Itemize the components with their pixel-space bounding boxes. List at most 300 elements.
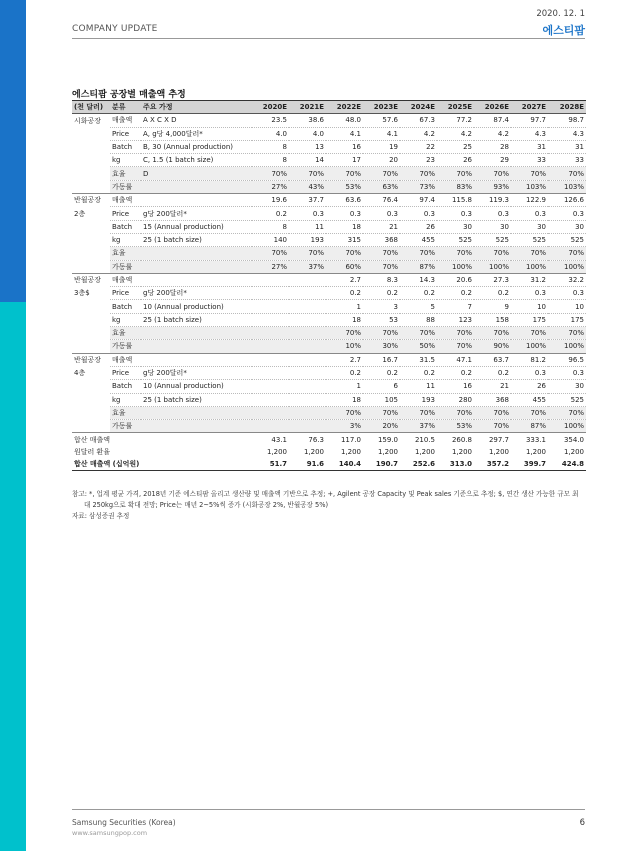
table-row [72,393,586,406]
value-cell [252,420,289,433]
table-row [72,458,586,471]
plant-cell [72,260,110,273]
value-cell: 70% [363,406,400,419]
value-cell: 158 [474,313,511,326]
table-row [72,194,586,207]
value-cell: 4.1 [326,127,363,140]
value-cell: 70% [511,247,548,260]
assumption-cell: 10 (Annual production) [141,380,252,393]
category-cell: Price [110,127,141,140]
value-cell: 525 [511,233,548,246]
value-cell: 70% [437,327,474,340]
footer-url: www.samsungpop.com [72,829,148,837]
table-row [72,114,586,127]
category-cell: 가동률 [110,260,141,273]
value-cell: 193 [289,233,326,246]
assumption-cell: A, g당 4,000달러* [141,127,252,140]
value-cell: 30 [437,220,474,233]
category-cell: 효율 [110,247,141,260]
value-cell: 8.3 [363,273,400,286]
value-cell: 4.3 [511,127,548,140]
value-cell: 25 [437,140,474,153]
plant-cell: 4층 [74,369,86,378]
value-cell: 10% [326,340,363,353]
value-cell: 0.3 [289,207,326,220]
col-header: 2024E [400,101,437,114]
row-label: 합산 매출액 (십억원) [72,458,252,471]
value-cell: 17 [326,154,363,167]
table-row [72,167,586,180]
table-notes [72,489,592,522]
value-cell: 57.6 [363,114,400,127]
assumption-cell: A X C X D [141,114,252,127]
value-cell: 70% [289,167,326,180]
value-cell [252,353,289,366]
value-cell: 98.7 [548,114,586,127]
value-cell: 3 [363,300,400,313]
value-cell: 30 [474,220,511,233]
value-cell: 19 [363,140,400,153]
assumption-cell: 10 (Annual production) [141,300,252,313]
category-cell: Batch [110,300,141,313]
value-cell: 70% [474,327,511,340]
value-cell: 21 [363,220,400,233]
value-cell: 6 [363,380,400,393]
revenue-table [72,100,586,471]
value-cell: 5 [400,300,437,313]
value-cell: 30 [548,220,586,233]
value-cell: 16 [437,380,474,393]
category-cell: 가동률 [110,420,141,433]
value-cell: 31.5 [400,353,437,366]
value-cell: 4.0 [289,127,326,140]
value-cell: 193 [400,393,437,406]
assumption-cell [141,406,252,419]
value-cell: 21 [474,380,511,393]
value-cell: 4.3 [548,127,586,140]
value-cell: 0.2 [252,207,289,220]
plant-cell [72,406,110,419]
assumption-cell [141,180,252,193]
value-cell: 70% [363,167,400,180]
value-cell: 1,200 [525,447,546,456]
value-cell: 8 [252,154,289,167]
note-line: 대 250kg으로 확대 전망; Price는 매년 2~5%씩 증가 (시화공장 2%, 반월공장 5%) [84,501,329,509]
value-cell [289,380,326,393]
value-cell: 14 [289,154,326,167]
table-row [72,406,586,419]
value-cell: 11 [289,220,326,233]
plant-cell [72,180,110,193]
value-cell: 0.2 [363,287,400,300]
value-cell [252,287,289,300]
value-cell: 27% [252,260,289,273]
value-cell: 115.8 [437,194,474,207]
value-cell: 91.6 [289,458,326,471]
plant-cell [72,380,110,393]
assumption-cell [141,327,252,340]
plant-cell: 반월공장 [74,356,102,365]
value-cell: 105 [363,393,400,406]
value-cell: 63% [363,180,400,193]
value-cell: 10 [548,300,586,313]
value-cell: 140.4 [326,458,363,471]
value-cell: 0.2 [437,287,474,300]
value-cell: 70% [474,167,511,180]
value-cell: 175 [511,313,548,326]
value-cell: 83% [437,180,474,193]
value-cell: 16 [326,140,363,153]
value-cell: 63.7 [474,353,511,366]
category-cell: 가동률 [110,180,141,193]
value-cell: 0.3 [511,207,548,220]
value-cell: 70% [252,167,289,180]
table-row [72,366,586,379]
value-cell: 70% [400,167,437,180]
value-cell: 1,200 [451,447,472,456]
value-cell: 27% [252,180,289,193]
value-cell: 260.8 [451,435,472,444]
value-cell [252,406,289,419]
value-cell: 31 [548,140,586,153]
value-cell: 100% [548,340,586,353]
value-cell: 70% [511,167,548,180]
plant-cell [72,140,110,153]
category-cell: Price [110,366,141,379]
col-header: 주요 가정 [141,101,252,114]
value-cell: 0.2 [437,366,474,379]
assumption-cell: g당 200달러* [141,207,252,220]
value-cell: 31 [511,140,548,153]
value-cell: 70% [326,247,363,260]
value-cell [289,300,326,313]
value-cell: 4.1 [363,127,400,140]
header-divider [72,38,585,39]
value-cell: 60% [326,260,363,273]
value-cell: 37.7 [289,194,326,207]
value-cell: 70% [326,406,363,419]
value-cell: 88 [400,313,437,326]
value-cell: 81.2 [511,353,548,366]
table-row [72,287,586,300]
side-bar-teal [0,302,26,851]
table-row [72,380,586,393]
value-cell: 4.2 [400,127,437,140]
value-cell: 16.7 [363,353,400,366]
value-cell: 100% [437,260,474,273]
table-row [72,433,586,446]
value-cell: 53% [437,420,474,433]
note-line: 참고: *, 업계 평균 가격, 2018년 기준 에스티팜 올리고 생산량 및 매출액 기반으로 추정; +, Agilent 공장 Capacity 및 Peak sales 기준으로 추정; $, 연간 생산 가능한 규모 최 [72,490,579,498]
value-cell: 0.2 [400,287,437,300]
value-cell: 70% [511,327,548,340]
value-cell: 43% [289,180,326,193]
value-cell: 97.4 [400,194,437,207]
value-cell: 23 [400,154,437,167]
value-cell: 175 [548,313,586,326]
value-cell: 1,200 [488,447,509,456]
value-cell [252,340,289,353]
value-cell: 100% [548,260,586,273]
category-cell: 효율 [110,406,141,419]
table-row [72,353,586,366]
value-cell: 70% [326,167,363,180]
category-cell: 매출액 [110,353,141,366]
value-cell: 14.3 [400,273,437,286]
value-cell: 210.5 [414,435,435,444]
value-cell: 0.3 [474,207,511,220]
value-cell: 297.7 [488,435,509,444]
assumption-cell: 25 (1 batch size) [141,233,252,246]
category-cell: 가동률 [110,340,141,353]
value-cell: 33 [548,154,586,167]
value-cell [252,273,289,286]
plant-cell: 반월공장 [74,196,102,205]
plant-cell: 반월공장 [74,276,102,285]
table-row [72,180,586,193]
value-cell: 8 [252,220,289,233]
value-cell: 315 [326,233,363,246]
value-cell [289,353,326,366]
assumption-cell [141,273,252,286]
category-cell: Price [110,207,141,220]
value-cell: 525 [548,233,586,246]
value-cell: 38.6 [289,114,326,127]
value-cell: 70% [511,406,548,419]
category-cell: kg [110,154,141,167]
value-cell: 30% [363,340,400,353]
value-cell: 43.1 [271,435,287,444]
value-cell: 67.3 [400,114,437,127]
value-cell: 30 [548,380,586,393]
assumption-cell: 25 (1 batch size) [141,393,252,406]
plant-cell [72,393,110,406]
value-cell: 37% [400,420,437,433]
value-cell: 70% [548,247,586,260]
company-name: 에스티팜 [542,24,585,37]
footer-divider [72,809,585,810]
value-cell: 0.3 [363,207,400,220]
value-cell: 19.6 [252,194,289,207]
value-cell: 1 [326,380,363,393]
table-row [72,273,586,286]
value-cell: 455 [400,233,437,246]
value-cell: 0.3 [326,207,363,220]
value-cell: 87% [511,420,548,433]
value-cell: 26 [511,380,548,393]
value-cell: 100% [474,260,511,273]
assumption-cell [141,340,252,353]
assumption-cell: 15 (Annual production) [141,220,252,233]
value-cell: 159.0 [377,435,398,444]
value-cell: 70% [437,406,474,419]
plant-cell [72,327,110,340]
value-cell: 70% [326,327,363,340]
value-cell: 70% [548,327,586,340]
value-cell: 37% [289,260,326,273]
value-cell [289,273,326,286]
category-cell: Batch [110,220,141,233]
value-cell: 354.0 [563,435,584,444]
value-cell: 2.7 [326,273,363,286]
value-cell: 32.2 [548,273,586,286]
value-cell: 87% [400,260,437,273]
value-cell: 87.4 [474,114,511,127]
row-label: 합산 매출액 [74,435,111,444]
value-cell: 100% [511,340,548,353]
report-date: 2020. 12. 1 [536,9,585,19]
value-cell: 93% [474,180,511,193]
value-cell: 252.6 [400,458,437,471]
value-cell: 3% [326,420,363,433]
value-cell: 31.2 [511,273,548,286]
value-cell: 70% [548,167,586,180]
value-cell: 399.7 [511,458,548,471]
value-cell: 18 [326,393,363,406]
value-cell: 23.5 [252,114,289,127]
value-cell: 1,200 [377,447,398,456]
value-cell: 18 [326,220,363,233]
value-cell: 47.1 [437,353,474,366]
category-cell: 매출액 [110,114,141,127]
table-row [72,140,586,153]
value-cell: 0.3 [548,207,586,220]
table-row [72,207,586,220]
value-cell: 26 [437,154,474,167]
assumption-cell: g당 200달러* [141,366,252,379]
assumption-cell [141,353,252,366]
value-cell: 313.0 [437,458,474,471]
value-cell: 1,200 [303,447,324,456]
table-row [72,327,586,340]
value-cell: 368 [474,393,511,406]
value-cell: 90% [474,340,511,353]
plant-cell [72,313,110,326]
assumption-cell [141,194,252,207]
value-cell [252,366,289,379]
value-cell: 70% [363,327,400,340]
value-cell: 100% [511,260,548,273]
page-number: 6 [579,818,585,828]
value-cell: 76.4 [363,194,400,207]
value-cell: 0.2 [400,366,437,379]
col-header: 2026E [474,101,511,114]
category-cell: Batch [110,140,141,153]
plant-cell [72,300,110,313]
plant-cell [72,340,110,353]
value-cell: 4.2 [437,127,474,140]
table-row [72,313,586,326]
value-cell: 70% [400,247,437,260]
value-cell: 20.6 [437,273,474,286]
value-cell: 70% [363,247,400,260]
col-header: 2023E [363,101,400,114]
col-header: 2021E [289,101,326,114]
value-cell: 103% [511,180,548,193]
value-cell: 0.3 [511,366,548,379]
category-cell: kg [110,233,141,246]
col-header: 2027E [511,101,548,114]
value-cell [289,340,326,353]
value-cell: 103% [548,180,586,193]
value-cell: 28 [474,140,511,153]
value-cell: 97.7 [511,114,548,127]
value-cell: 53 [363,313,400,326]
plant-cell [72,233,110,246]
value-cell: 33 [511,154,548,167]
value-cell: 1 [326,300,363,313]
value-cell: 4.0 [252,127,289,140]
value-cell: 30 [511,220,548,233]
table-header-row [72,101,586,114]
value-cell: 1,200 [563,447,584,456]
plant-cell [72,154,110,167]
value-cell: 22 [400,140,437,153]
assumption-cell: 25 (1 batch size) [141,313,252,326]
value-cell [289,287,326,300]
value-cell: 100% [548,420,586,433]
value-cell [289,420,326,433]
value-cell [289,366,326,379]
value-cell: 70% [400,406,437,419]
value-cell: 18 [326,313,363,326]
value-cell: 0.3 [548,366,586,379]
assumption-cell: C, 1.5 (1 batch size) [141,154,252,167]
value-cell: 27.3 [474,273,511,286]
value-cell: 13 [289,140,326,153]
value-cell: 76.3 [308,435,324,444]
plant-cell: 2층 [74,209,86,218]
table-row [72,300,586,313]
value-cell: 70% [548,406,586,419]
value-cell: 48.0 [326,114,363,127]
value-cell [289,313,326,326]
value-cell: 1,200 [266,447,287,456]
value-cell: 0.2 [474,366,511,379]
col-header: 2028E [548,101,586,114]
value-cell: 20% [363,420,400,433]
plant-cell [72,420,110,433]
assumption-cell: g당 200달러* [141,287,252,300]
value-cell: 190.7 [363,458,400,471]
value-cell: 8 [252,140,289,153]
table-row [72,260,586,273]
value-cell: 50% [400,340,437,353]
value-cell: 0.2 [474,287,511,300]
value-cell: 70% [474,247,511,260]
value-cell: 70% [437,247,474,260]
category-cell: Price [110,287,141,300]
value-cell: 63.6 [326,194,363,207]
value-cell: 2.7 [326,353,363,366]
plant-cell: 3층$ [74,289,90,298]
assumption-cell [141,420,252,433]
value-cell: 70% [437,167,474,180]
table-title: 에스티팜 공장별 매출액 추정 [72,90,186,100]
value-cell [252,380,289,393]
assumption-cell [141,247,252,260]
value-cell [289,406,326,419]
plant-cell [72,247,110,260]
assumption-cell: D [141,167,252,180]
value-cell: 140 [252,233,289,246]
value-cell: 70% [474,420,511,433]
value-cell: 53% [326,180,363,193]
col-header: 2025E [437,101,474,114]
row-label: 원달러 환율 [74,447,111,456]
col-header: 분류 [110,101,141,114]
value-cell: 7 [437,300,474,313]
